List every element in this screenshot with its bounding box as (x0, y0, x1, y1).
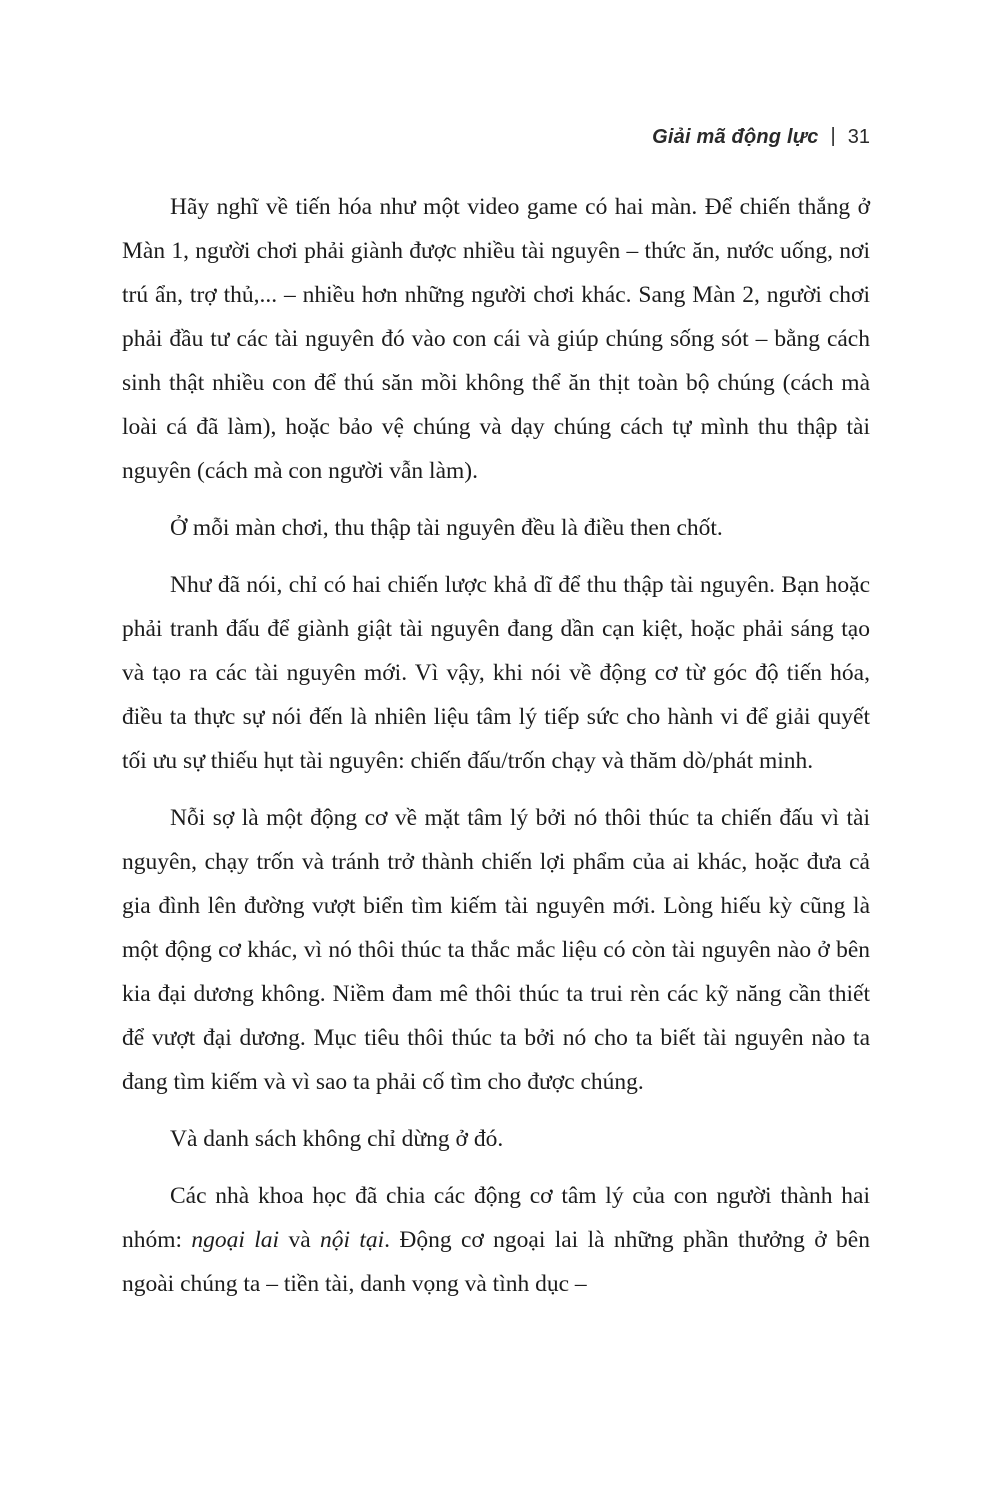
page-body (122, 185, 870, 1306)
text-segment: . Động cơ ngoại lai là những phần thưởng ở bên ngoài chúng ta – tiền tài, danh vọng và tình dục – (122, 1227, 870, 1297)
running-head: Giải mã động lực (652, 126, 819, 148)
text-segment: và (279, 1227, 320, 1253)
paragraph: Hãy nghĩ về tiến hóa như một video game có hai màn. Để chiến thắng ở Màn 1, người chơi phải giành được nhiều tài nguyên – thức ăn, nước uống, nơi trú ẩn, trợ thủ,... – nhiều hơn những người chơi khác. Sang Màn 2, người chơi phải đầu tư các tài nguyên đó vào con cái và giúp chúng sống sót – bằng cách sinh thật nhiều con để thú săn mồi không thể ăn thịt toàn bộ chúng (cách mà loài cá đã làm), hoặc bảo vệ chúng và dạy chúng cách tự mình thu thập tài nguyên (cách mà con người vẫn làm). (122, 194, 870, 484)
text-segment-italic: nội tại (319, 1227, 385, 1253)
paragraph: Như đã nói, chỉ có hai chiến lược khả dĩ để thu thập tài nguyên. Bạn hoặc phải tranh đấu để giành giật tài nguyên đang dần cạn kiệt, hoặc phải sáng tạo và tạo ra các tài nguyên mới. Vì vậy, khi nói về động cơ từ góc độ tiến hóa, điều ta thực sự nói đến là nhiên liệu tâm lý tiếp sức cho hành vi để giải quyết tối ưu sự thiếu hụt tài nguyên: chiến đấu/trốn chạy và thăm dò/phát minh. (122, 572, 870, 774)
paragraph: Và danh sách không chỉ dừng ở đó. (170, 1126, 504, 1152)
text-segment-italic: ngoại lai (191, 1227, 280, 1253)
page-header (122, 0, 870, 149)
paragraph: Nỗi sợ là một động cơ về mặt tâm lý bởi nó thôi thúc ta chiến đấu vì tài nguyên, chạy trốn và tránh trở thành chiến lợi phẩm của ai khác, hoặc đưa cả gia đình lên đường vượt biển tìm kiếm tài nguyên mới. Lòng hiếu kỳ cũng là một động cơ khác, vì nó thôi thúc ta thắc mắc liệu có còn tài nguyên nào ở bên kia đại dương không. Niềm đam mê thôi thúc ta trui rèn các kỹ năng cần thiết để vượt đại dương. Mục tiêu thôi thúc ta bởi nó cho ta biết tài nguyên nào ta đang tìm kiếm và vì sao ta phải cố tìm cho được chúng. (122, 805, 870, 1095)
paragraph (122, 1174, 870, 1306)
header-divider: | (830, 125, 836, 147)
text-segment: Các nhà khoa học đã chia các động cơ tâm lý của con người thành hai nhóm: (122, 1183, 870, 1253)
paragraph: Ở mỗi màn chơi, thu thập tài nguyên đều là điều then chốt. (170, 515, 723, 541)
content-column (122, 0, 870, 1319)
page-number: 31 (847, 126, 870, 148)
